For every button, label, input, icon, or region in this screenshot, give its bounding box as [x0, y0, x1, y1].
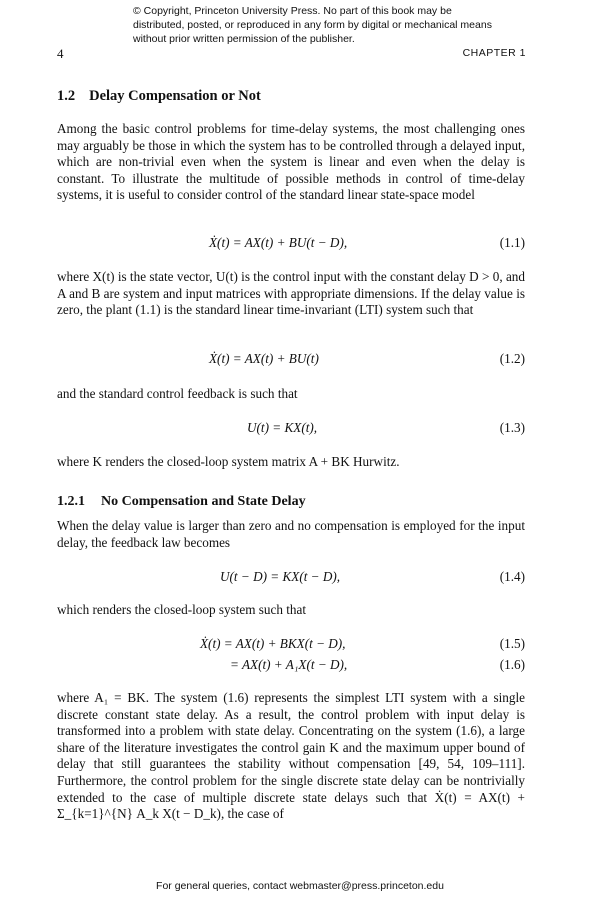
section-title: Delay Compensation or Not [89, 88, 261, 104]
paragraph-after-1-4: which renders the closed-loop system such that [57, 602, 307, 617]
equation-1-2-label: (1.2) [499, 351, 525, 366]
equation-1-4 [57, 569, 525, 587]
equation-1-2 [57, 351, 525, 369]
chapter-header: CHAPTER 1 [462, 47, 526, 59]
equation-1-1-text: Ẋ(t) = AX(t) + BU(t − D), [209, 235, 348, 250]
paragraph-final: where A₁ = BK. The system (1.6) represents the simplest LTI system with a single discrete constant state delay. As a result, the control problem with input delay is transformed into a problem with state delay. Concentrating on the system (1.6), a large share of the literature investigates the control gain K and the maximum upper bound of delay that still guarantees the stability without compensation [49, 54, 109–111]. Furthermore, the control problem for the single discrete state delay can be nontrivially extended to the case of multiple discrete state delays such that Ẋ(t) = AX(t) + Σ_{k=1}^{N} A_k X(t − D_k), the case of [57, 690, 525, 822]
equation-1-4-text: U(t − D) = KX(t − D), [220, 569, 341, 584]
equation-1-5-label: (1.5) [499, 636, 525, 651]
equation-1-5-text: Ẋ(t) = AX(t) + BKX(t − D), [200, 636, 346, 651]
equation-1-3 [57, 420, 525, 438]
equation-1-3-label: (1.3) [499, 420, 525, 435]
paragraph-after-1-3: where K renders the closed-loop system matrix A + BK Hurwitz. [57, 454, 400, 469]
equation-1-5 [57, 636, 525, 654]
subsection-heading [57, 494, 306, 510]
section-heading [57, 88, 261, 105]
paragraph-sub-intro: When the delay value is larger than zero and no compensation is employed for the input delay, the feedback law becomes [57, 518, 525, 550]
equation-1-2-text: Ẋ(t) = AX(t) + BU(t) [209, 351, 319, 366]
copyright-notice: © Copyright, Princeton University Press. No part of this book may be distributed, posted, or reproduced in any form by digital or mechanical means without prior written permission of the publisher. [133, 5, 492, 45]
equation-1-4-label: (1.4) [499, 569, 525, 584]
subsection-title: No Compensation and State Delay [101, 494, 306, 509]
equation-1-1 [57, 235, 525, 253]
paragraph-after-1-2: and the standard control feedback is such that [57, 386, 298, 401]
paragraph-after-1-1: where X(t) is the state vector, U(t) is the control input with the constant delay D > 0, and A and B are system and input matrices with appropriate dimensions. If the delay value is zero, the plant (1.1) is the standard linear time-invariant (LTI) system such that [57, 269, 525, 318]
section-number: 1.2 [57, 88, 76, 104]
equation-1-1-label: (1.1) [499, 235, 525, 250]
equation-1-6-label: (1.6) [499, 657, 525, 672]
footer-contact: For general queries, contact webmaster@press.princeton.edu [156, 880, 444, 892]
equation-1-6-text: = AX(t) + A₁X(t − D), [230, 657, 348, 672]
page-number: 4 [57, 46, 64, 61]
equation-1-3-text: U(t) = KX(t), [247, 420, 318, 435]
subsection-number: 1.2.1 [57, 494, 85, 509]
equation-1-6 [57, 657, 525, 675]
paragraph-intro: Among the basic control problems for time-delay systems, the most challenging ones may arguably be those in which the system has to be controlled through a delayed input, which are non-trivial even when the system is linear and even when the delay is constant. To illustrate the multitude of possible methods in control of time-delay systems, it is useful to consider control of the standard linear state-space model [57, 121, 525, 203]
